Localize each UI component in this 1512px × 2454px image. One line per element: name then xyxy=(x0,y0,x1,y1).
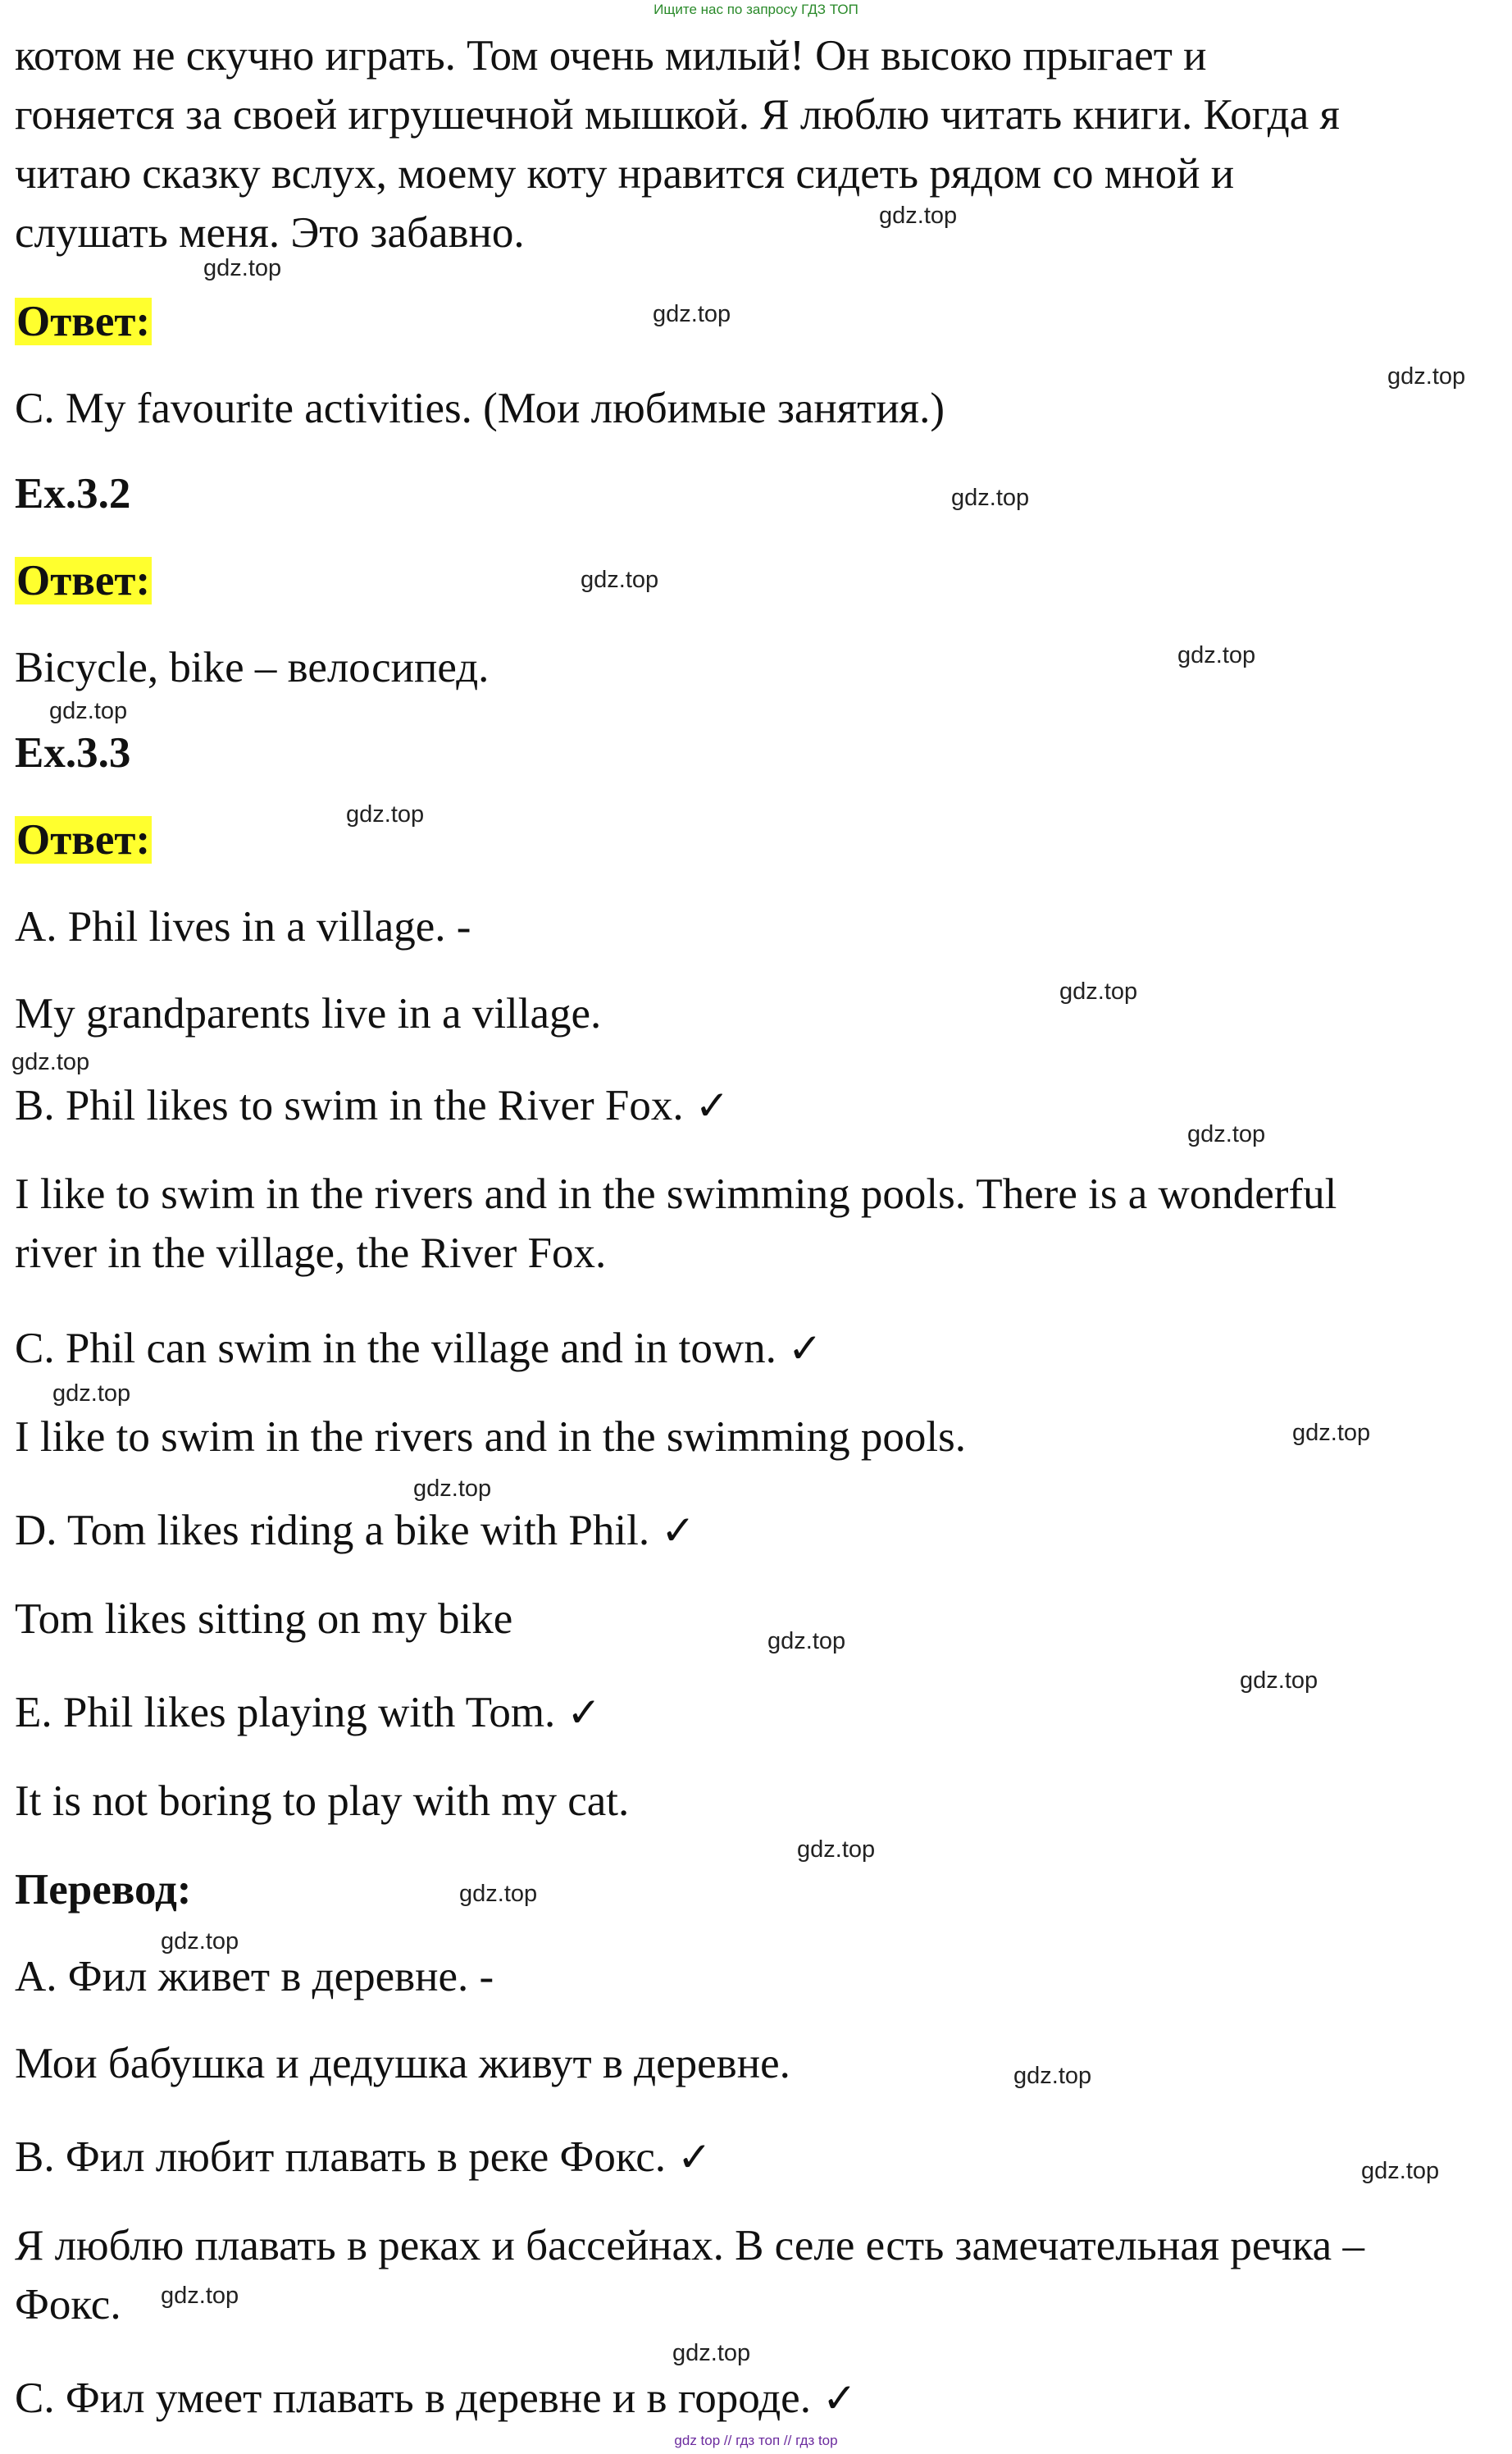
ex32-title: Ex.3.2 xyxy=(15,470,131,518)
check-icon: ✓ xyxy=(661,1507,695,1554)
answer-label: Ответ: xyxy=(16,557,151,604)
watermark: gdz.top xyxy=(879,203,958,229)
ex32-answer: Bicycle, bike – велосипед. xyxy=(15,644,490,691)
translation-b-row xyxy=(15,2128,712,2187)
ex33-c-statement: C. Phil can swim in the village and in town. xyxy=(15,1325,776,1372)
ex33-e-support: It is not boring to play with my cat. xyxy=(15,1777,630,1825)
check-icon: ✓ xyxy=(567,1689,602,1736)
check-icon: ✓ xyxy=(787,1325,822,1372)
watermark: gdz.top xyxy=(203,255,282,281)
watermark: gdz.top xyxy=(1177,642,1256,668)
watermark: gdz.top xyxy=(161,2283,239,2309)
intro-line-4: слушать меня. Это забавно. xyxy=(15,209,525,257)
ex33-b-support-1: I like to swim in the rivers and in the swimming pools. There is a wonderful xyxy=(15,1170,1337,1218)
watermark: gdz.top xyxy=(1292,1420,1371,1446)
translation-label: Перевод: xyxy=(15,1866,192,1913)
watermark: gdz.top xyxy=(49,698,128,724)
watermark: gdz.top xyxy=(459,1881,538,1907)
watermark: gdz.top xyxy=(52,1380,131,1407)
ex33-b-row xyxy=(15,1076,730,1135)
ex33-c-support: I like to swim in the rivers and in the swimming pools. xyxy=(15,1413,966,1461)
watermark: gdz.top xyxy=(1059,978,1138,1005)
search-hint-header: Ищите нас по запросу ГДЗ ТОП xyxy=(654,2,858,17)
watermark: gdz.top xyxy=(11,1049,90,1075)
watermark: gdz.top xyxy=(1240,1667,1318,1694)
watermark: gdz.top xyxy=(653,301,731,327)
check-icon: ✓ xyxy=(822,2374,857,2422)
watermark: gdz.top xyxy=(161,1928,239,1955)
intro-line-2: гоняется за своей игрушечной мышкой. Я люблю читать книги. Когда я xyxy=(15,91,1340,139)
watermark: gdz.top xyxy=(1187,1121,1266,1147)
watermark: gdz.top xyxy=(672,2340,751,2366)
translation-c-row xyxy=(15,2369,857,2428)
answer-label: Ответ: xyxy=(16,298,151,345)
answer-label-ex31 xyxy=(15,292,152,351)
ex33-e-row xyxy=(15,1683,601,1742)
translation-a-statement: A. Фил живет в деревне. - xyxy=(15,1953,494,2000)
intro-line-3: читаю сказку вслух, моему коту нравится сидеть рядом со мной и xyxy=(15,150,1235,198)
ex33-d-statement: D. Tom likes riding a bike with Phil. xyxy=(15,1507,650,1554)
watermark: gdz.top xyxy=(1387,363,1466,390)
watermark: gdz.top xyxy=(1013,2063,1092,2089)
translation-b-support-2: Фокс. xyxy=(15,2281,121,2329)
intro-line-1: котом не скучно играть. Том очень милый! Он высоко прыгает и xyxy=(15,32,1207,80)
translation-c-statement: C. Фил умеет плавать в деревне и в городе. xyxy=(15,2374,811,2422)
ex33-b-statement: B. Phil likes to swim in the River Fox. xyxy=(15,1082,684,1129)
ex31-answer: C. My favourite activities. (Мои любимые занятия.) xyxy=(15,385,945,432)
ex33-d-row xyxy=(15,1501,695,1560)
ex33-d-support: Tom likes sitting on my bike xyxy=(15,1595,513,1643)
ex33-e-statement: E. Phil likes playing with Tom. xyxy=(15,1689,556,1736)
ex33-c-row xyxy=(15,1319,822,1378)
ex33-a-support: My grandparents live in a village. xyxy=(15,990,602,1038)
answer-label: Ответ: xyxy=(16,816,151,864)
translation-b-statement: B. Фил любит плавать в реке Фокс. xyxy=(15,2133,667,2181)
ex33-b-support-2: river in the village, the River Fox. xyxy=(15,1229,607,1277)
footer-watermark: gdz top // гдз топ // гдз top xyxy=(674,2433,838,2448)
watermark: gdz.top xyxy=(797,1836,876,1863)
ex33-a-statement: A. Phil lives in a village. - xyxy=(15,903,471,951)
watermark: gdz.top xyxy=(767,1628,846,1654)
translation-b-support-1: Я люблю плавать в реках и бассейнах. В селе есть замечательная речка – xyxy=(15,2222,1364,2269)
watermark: gdz.top xyxy=(1361,2158,1440,2184)
watermark: gdz.top xyxy=(951,485,1030,511)
translation-a-support: Мои бабушка и дедушка живут в деревне. xyxy=(15,2040,790,2087)
check-icon: ✓ xyxy=(677,2133,712,2181)
answer-label-ex32 xyxy=(15,551,152,610)
answer-label-ex33 xyxy=(15,810,152,869)
check-icon: ✓ xyxy=(695,1082,730,1129)
watermark: gdz.top xyxy=(581,567,659,593)
watermark: gdz.top xyxy=(413,1476,492,1502)
ex33-title: Ex.3.3 xyxy=(15,729,131,777)
watermark: gdz.top xyxy=(346,801,425,828)
